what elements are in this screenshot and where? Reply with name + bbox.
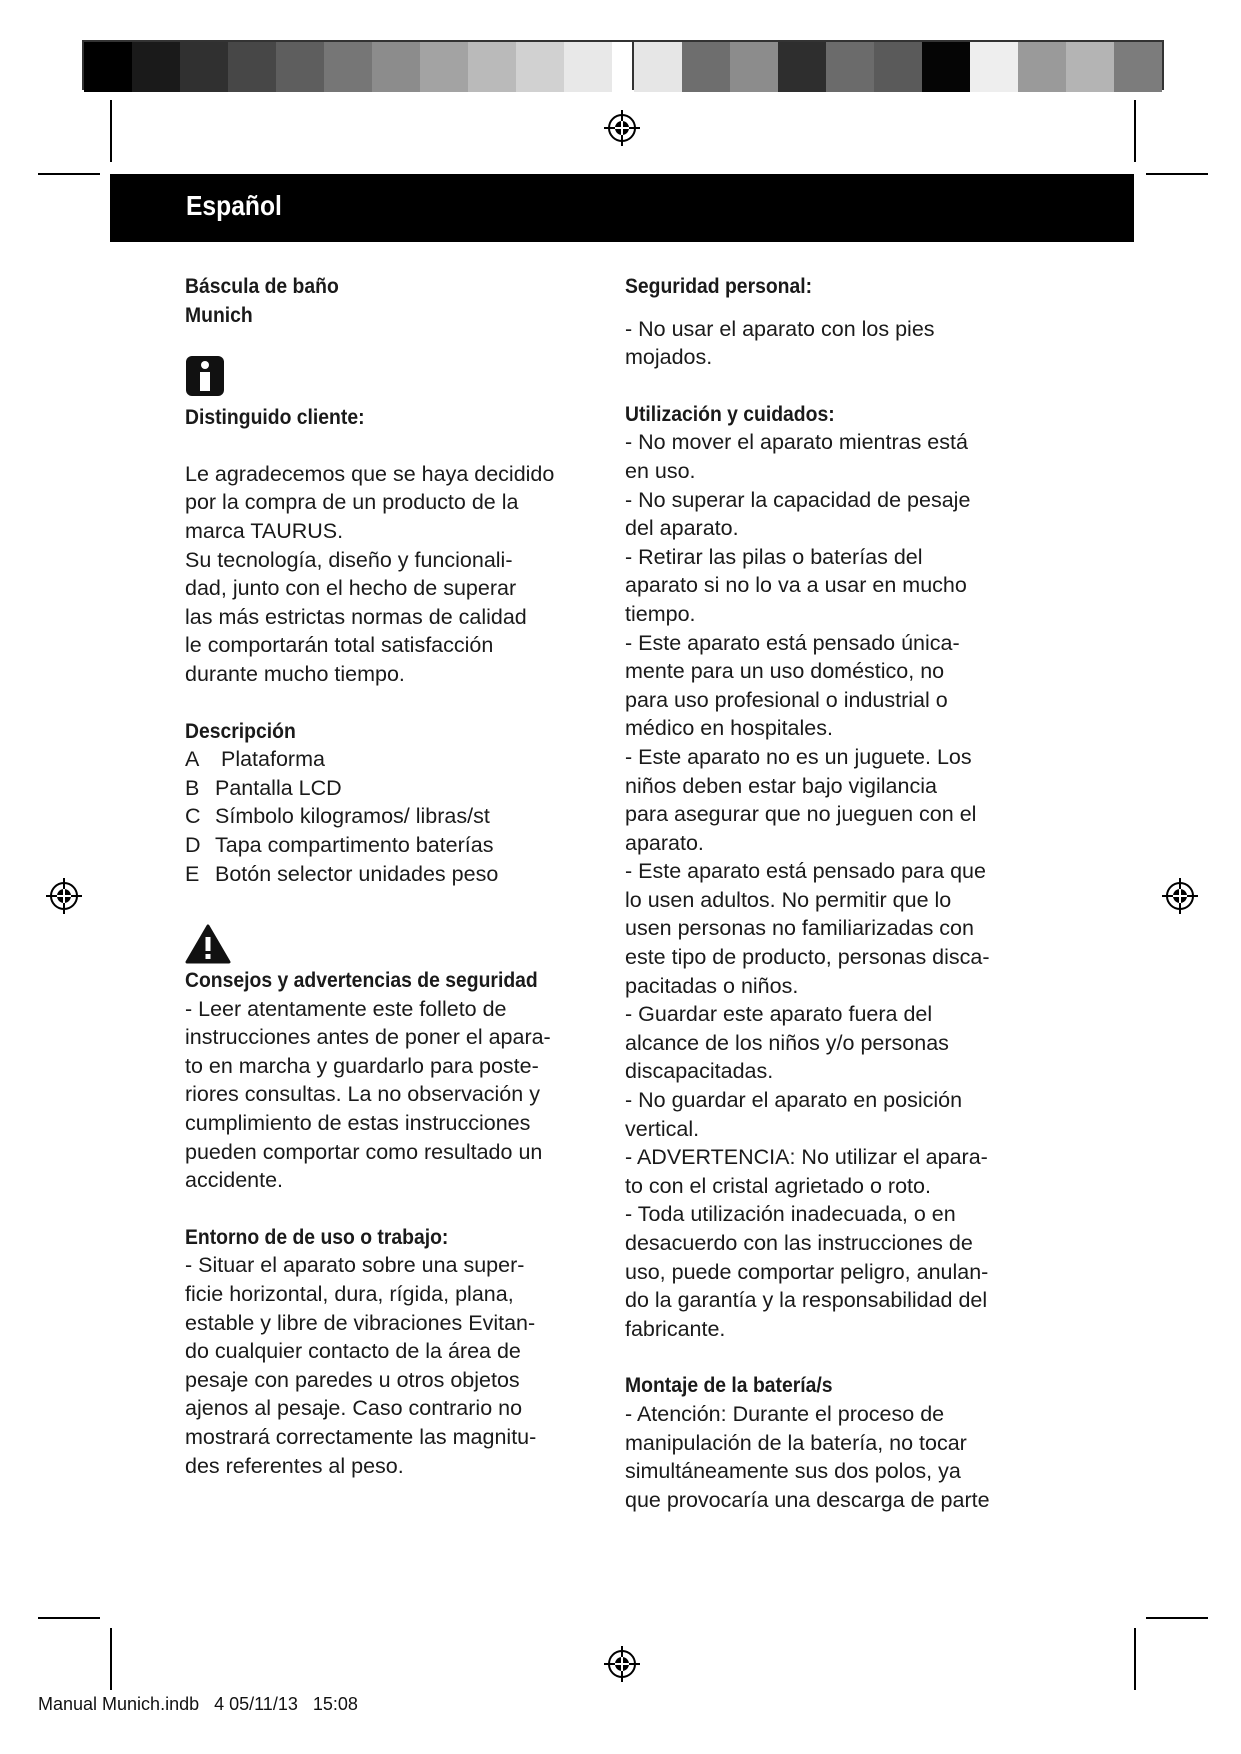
greeting-paragraph-2: Su tecnología, diseño y funcionali- dad, junto con el hecho de superar las más estrictas normas de calidad le comportarán total satisfacción durante mucho tiempo. [185,547,527,686]
registration-mark-icon [602,1644,642,1684]
grayscale-bar-right [632,40,1164,90]
footer-file-info: Manual Munich.indb 4 05/11/13 15:08 [38,1694,358,1714]
safety-heading: Consejos y advertencias de seguridad [185,968,538,993]
color-swatch [634,42,682,92]
greeting-heading: Distinguido cliente: [185,405,365,430]
color-swatch [516,42,564,92]
crop-mark [110,100,112,162]
use-care-paragraph: - No mover el aparato mientras está en uso. - No superar la capacidad de pesaje del aparato. - Retirar las pilas o baterías del aparato si no lo va a usar en mucho tiempo. - Este aparato está pensado única- mente para un uso doméstico, no para uso profesional o industrial o médico en hospitales. - Este aparato no es un juguete. Los niños deben estar bajo vigilancia para asegurar que no jueguen con el aparato. - Este aparato está pensado para que lo usen adultos. No permitir que lo usen personas no familiarizadas con este tipo de producto, personas disca- pacitadas o niños. - Guardar este aparato fuera del alcance de los niños y/o personas discapacitadas. - No guardar el aparato en posición vertical. - ADVERTENCIA: No utilizar el apara- to con el cristal agrietado o roto. - Toda utilización inadecuada, o en desacuerdo con las instrucciones de uso, puede comportar peligro, anulan- do la garantía y la responsabilidad del fabricante. [625,430,990,1341]
registration-mark-icon [602,108,642,148]
crop-mark [110,1628,112,1690]
info-icon [185,355,225,397]
battery-heading: Montaje de la batería/s [625,1373,833,1398]
color-swatch [84,42,132,92]
list-item: B Pantalla LCD [185,775,342,800]
crop-mark [1134,1628,1136,1690]
product-model: Munich [185,302,253,327]
use-care-heading: Utilización y cuidados: [625,401,835,426]
crop-mark [1134,100,1136,162]
color-swatch [730,42,778,92]
color-swatch [468,42,516,92]
list-item: D Tapa compartimento baterías [185,832,494,857]
color-swatch [682,42,730,92]
color-swatch [1114,42,1162,92]
color-swatch [1018,42,1066,92]
crop-mark [1146,1617,1208,1619]
description-list [185,745,595,888]
color-swatch [420,42,468,92]
list-item: E Botón selector unidades peso [185,861,499,886]
environment-heading: Entorno de de uso o trabajo: [185,1224,449,1249]
description-heading: Descripción [185,718,296,743]
color-swatch [372,42,420,92]
safety-paragraph: - Leer atentamente este folleto de instrucciones antes de poner el apara- to en marcha y guardarlo para poste- riores consultas. La no observación y cumplimiento de estas instrucciones pueden comportar como resultado un accidente. [185,996,551,1193]
list-item: A Plataforma [185,747,325,772]
crop-mark [38,1617,100,1619]
grayscale-bar-left [82,40,662,90]
right-column [625,272,1035,1514]
language-title: Español [186,190,282,221]
color-swatch [778,42,826,92]
left-column [185,272,595,1480]
color-swatch [874,42,922,92]
color-swatch [922,42,970,92]
registration-mark-icon [1160,876,1200,916]
language-header-bar [110,174,1134,242]
color-swatch [826,42,874,92]
battery-paragraph: - Atención: Durante el proceso de manipulación de la batería, no tocar simultáneamente sus dos polos, ya que provocaría una descarga de parte [625,1401,990,1512]
color-swatch [228,42,276,92]
greeting-paragraph-1: Le agradecemos que se haya decidido por la compra de un producto de la marca TAURUS. [185,461,555,543]
personal-safety-heading: Seguridad personal: [625,274,813,298]
color-swatch [132,42,180,92]
warning-icon [185,924,231,964]
environment-paragraph: - Situar el aparato sobre una super- ficie horizontal, dura, rígida, plana, estable y libre de vibraciones Evitan- do cualquier contacto de la área de pesaje con paredes u otros objetos ajenos al pesaje. Caso contrario no mostrará correctamente las magnitu- des referentes al peso. [185,1253,537,1478]
color-swatch [1066,42,1114,92]
color-swatch [970,42,1018,92]
personal-safety-paragraph: - No usar el aparato con los pies mojados. [625,316,935,370]
crop-mark [38,173,100,175]
color-swatch [564,42,612,92]
color-swatch [180,42,228,92]
color-swatch [324,42,372,92]
crop-mark [1146,173,1208,175]
list-item: C Símbolo kilogramos/ libras/st [185,804,490,829]
product-title: Báscula de baño [185,274,339,298]
color-swatch [276,42,324,92]
registration-mark-icon [44,876,84,916]
